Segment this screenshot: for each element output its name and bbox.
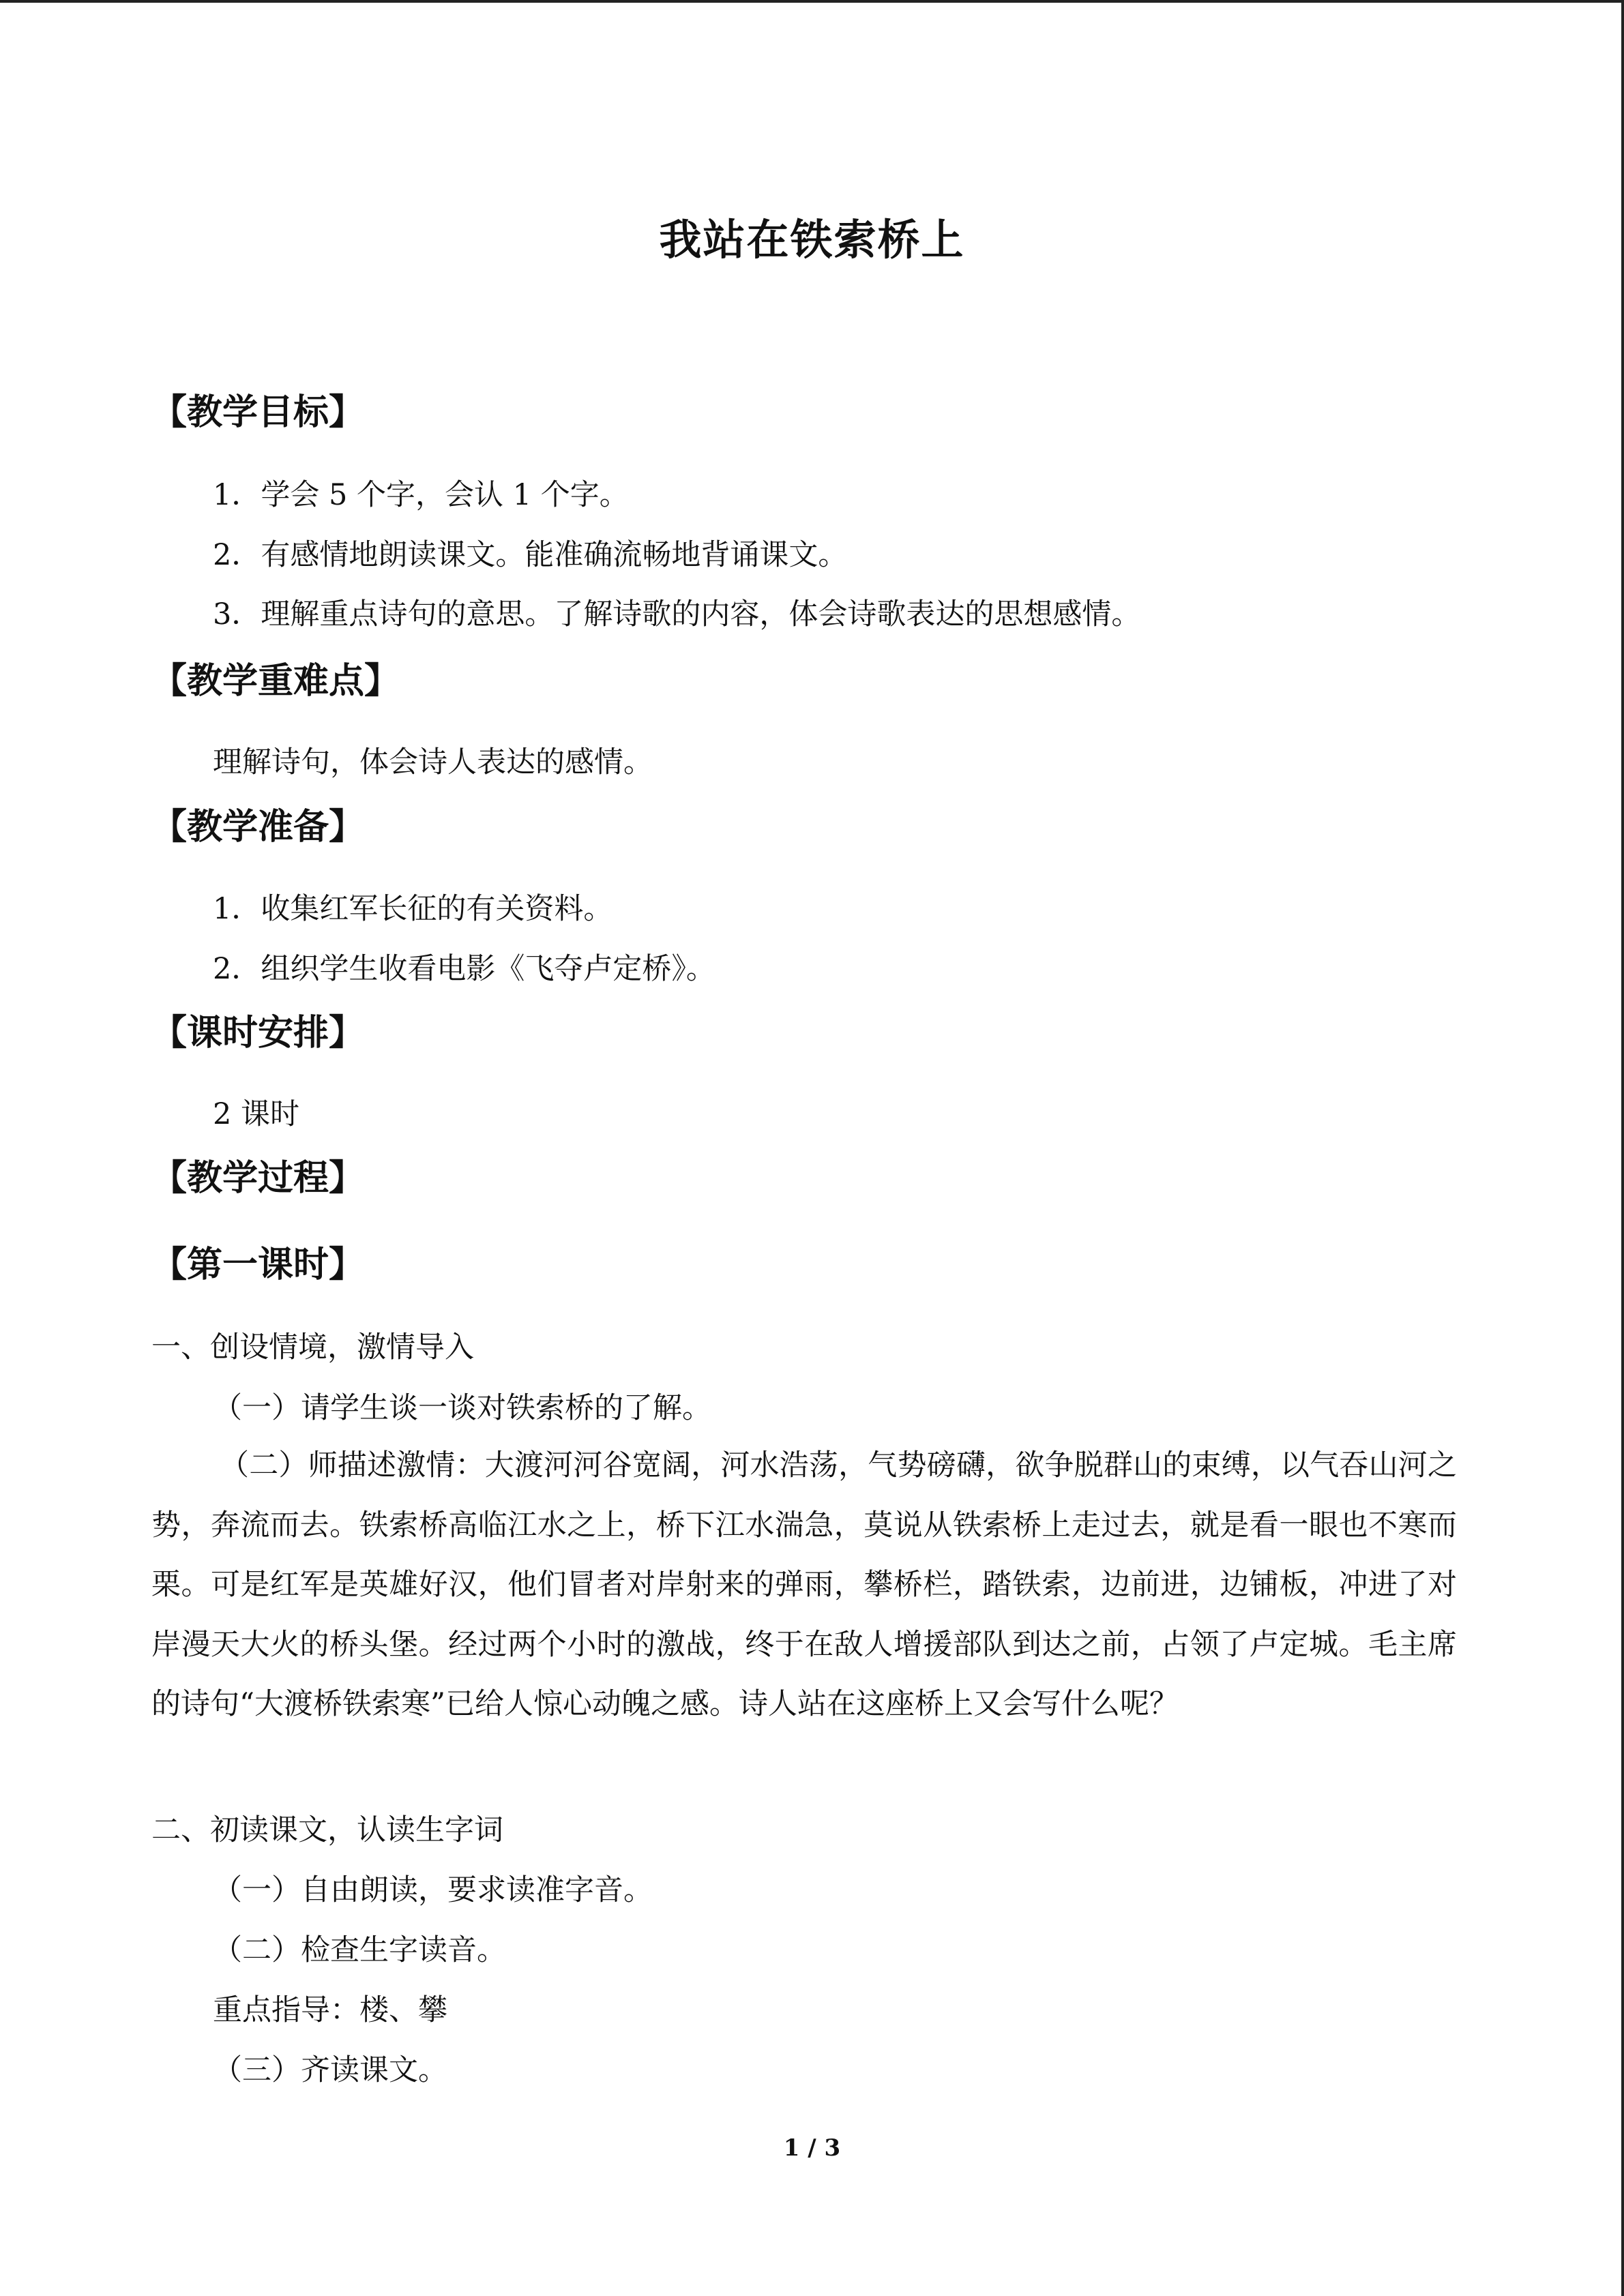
part2-item-2: （二）检查生字读音。 — [213, 1933, 506, 1967]
part1-item-1: （一）请学生谈一谈对铁索桥的了解。 — [213, 1391, 711, 1425]
heading-preparation: 【教学准备】 — [151, 807, 365, 848]
objective-item-2: 2．有感情地朗读课文。能准确流畅地背诵课文。 — [213, 538, 848, 572]
objective-item-3: 3．理解重点诗句的意思。了解诗歌的内容，体会诗歌表达的思想感情。 — [213, 597, 1141, 631]
heading-lesson-one: 【第一课时】 — [151, 1244, 365, 1285]
document-title: 我站在铁索桥上 — [659, 215, 965, 265]
preparation-item-2: 2．组织学生收看电影《飞夺卢定桥》。 — [213, 952, 715, 986]
page-number: 1 / 3 — [783, 2134, 841, 2162]
objective-item-1: 1．学会 5 个字，会认 1 个字。 — [213, 478, 629, 512]
schedule-text: 2 课时 — [213, 1097, 300, 1131]
part2-note: 重点指导：楼、攀 — [213, 1993, 447, 2027]
heading-schedule: 【课时安排】 — [151, 1013, 365, 1054]
part2-item-3: （三）齐读课文。 — [213, 2053, 447, 2087]
key-points-text: 理解诗句，体会诗人表达的感情。 — [213, 745, 653, 779]
preparation-item-1: 1．收集红军长征的有关资料。 — [213, 892, 613, 926]
part2-title: 二、初读课文，认读生字词 — [151, 1813, 503, 1847]
part2-item-1: （一）自由朗读，要求读准字音。 — [213, 1873, 653, 1907]
heading-key-points: 【教学重难点】 — [151, 661, 400, 702]
heading-process: 【教学过程】 — [151, 1158, 365, 1199]
part1-title: 一、创设情境，激情导入 — [151, 1330, 474, 1365]
heading-objectives: 【教学目标】 — [151, 392, 365, 433]
part1-item-2-paragraph: （二）师描述激情：大渡河河谷宽阔，河水浩荡，气势磅礴，欲争脱群山的束缚，以气吞山河之势，奔流而去。铁索桥高临江水之上，桥下江水湍急，莫说从铁索桥上走过去，就是看一眼也不寒而栗。可是红军是英雄好汉，他们冒者对岸射来的弹雨，攀桥栏，踏铁索，边前进，边铺板，冲进了对岸漫天大火的桥头堡。经过两个小时的激战，终于在敌人增援部队到达之前，占领了卢定城。毛主席的诗句“大渡桥铁索寒”已给人惊心动魄之感。诗人站在这座桥上又会写什么呢？ — [151, 1448, 1457, 1721]
